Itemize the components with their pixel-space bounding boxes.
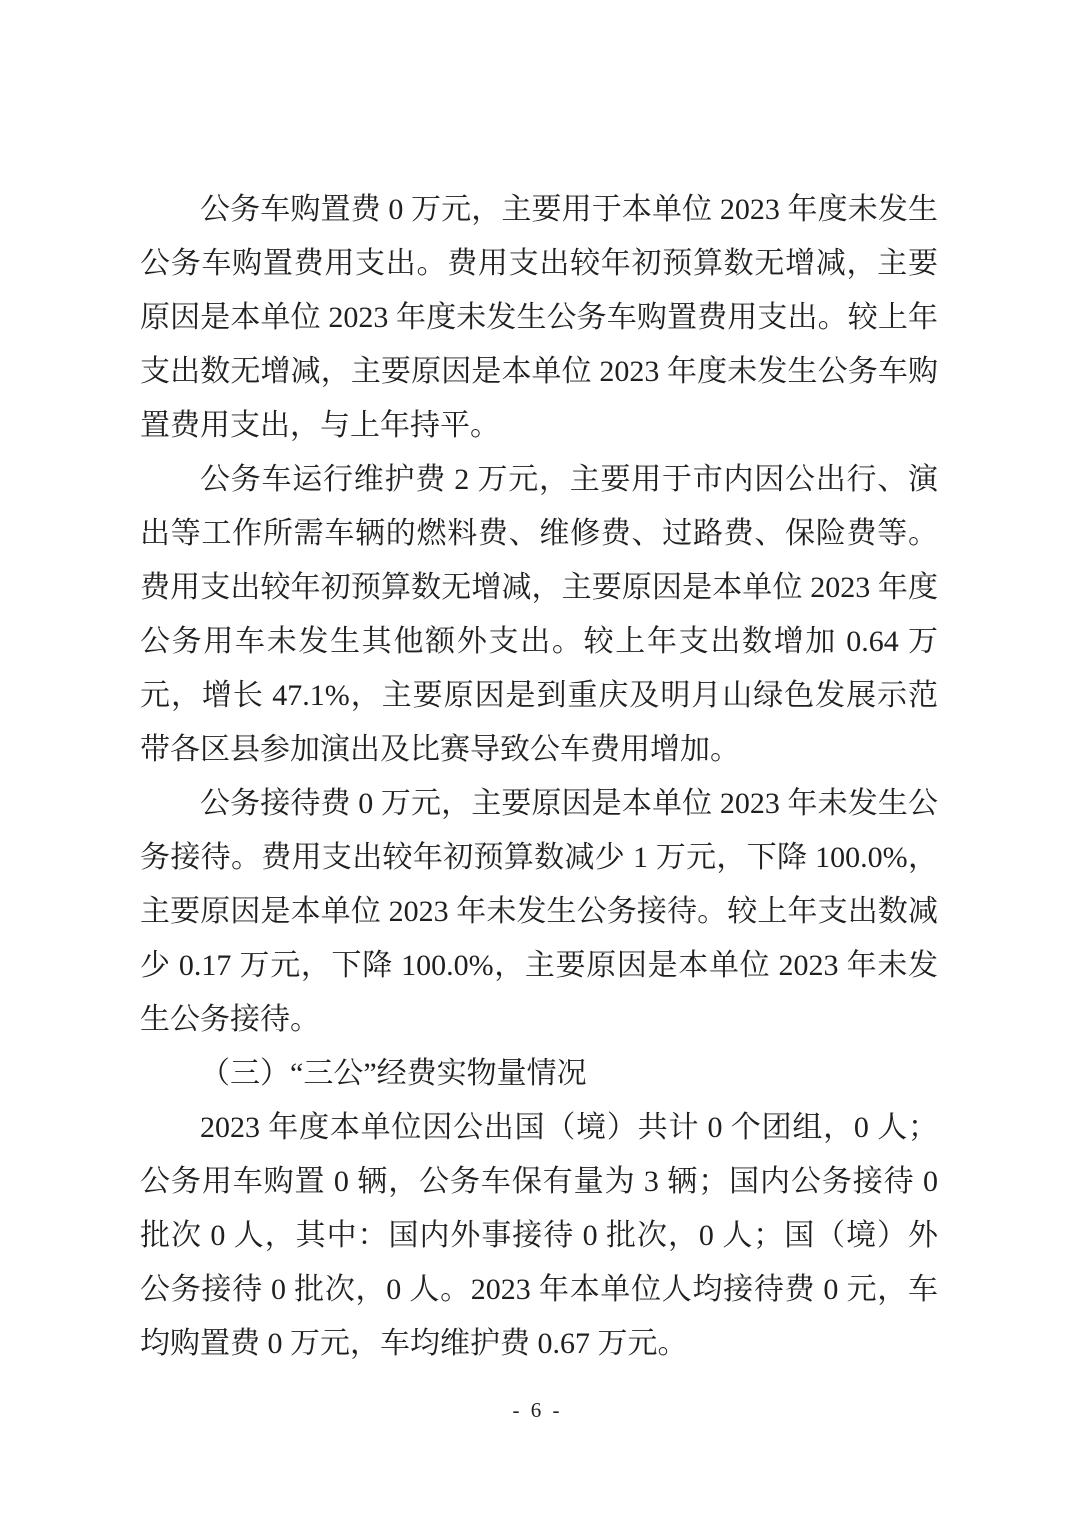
section-heading-three-public-expenses-physical-quantity: （三）“三公”经费实物量情况: [200, 1057, 587, 1090]
paragraph-official-vehicle-purchase-fee: 公务车购置费 0 万元，主要用于本单位 2023 年度未发生公务车购置费用支出。费用支出较年初预算数无增减，主要原因是本单位 2023 年度未发生公务车购置费用支出。较上年支出数无增减，主要原因是本单位 2023 年度未发生公务车购置费用支出，与上年持平。: [140, 193, 938, 442]
paragraph-official-vehicle-maintenance-fee: 公务车运行维护费 2 万元，主要用于市内因公出行、演出等工作所需车辆的燃料费、维修费、过路费、保险费等。费用支出较年初预算数无增减，主要原因是本单位 2023 年度公务用车未发生其他额外支出。较上年支出数增加 0.64 万元，增长 47.1%，主要原因是到重庆及明月山绿色发展示范带各区县参加演出及比赛导致公车费用增加。: [140, 463, 938, 766]
page-footer: [0, 1396, 1075, 1424]
paragraph-official-reception-fee: 公务接待费 0 万元，主要原因是本单位 2023 年未发生公务接待。费用支出较年初预算数减少 1 万元，下降 100.0%，主要原因是本单位 2023 年未发生公务接待。较上年支出数减少 0.17 万元，下降 100.0%，主要原因是本单位 2023 年未发生公务接待。: [140, 787, 938, 1036]
paragraph-physical-quantity-details: 2023 年度本单位因公出国（境）共计 0 个团组，0 人；公务用车购置 0 辆，公务车保有量为 3 辆；国内公务接待 0 批次 0 人，其中：国内外事接待 0 批次，0 人；国（境）外公务接待 0 批次，0 人。2023 年本单位人均接待费 0 元，车均购置费 0 万元，车均维护费 0.67 万元。: [140, 1111, 938, 1360]
document-content: [140, 183, 938, 1371]
page-number: - 6 -: [512, 1398, 563, 1422]
